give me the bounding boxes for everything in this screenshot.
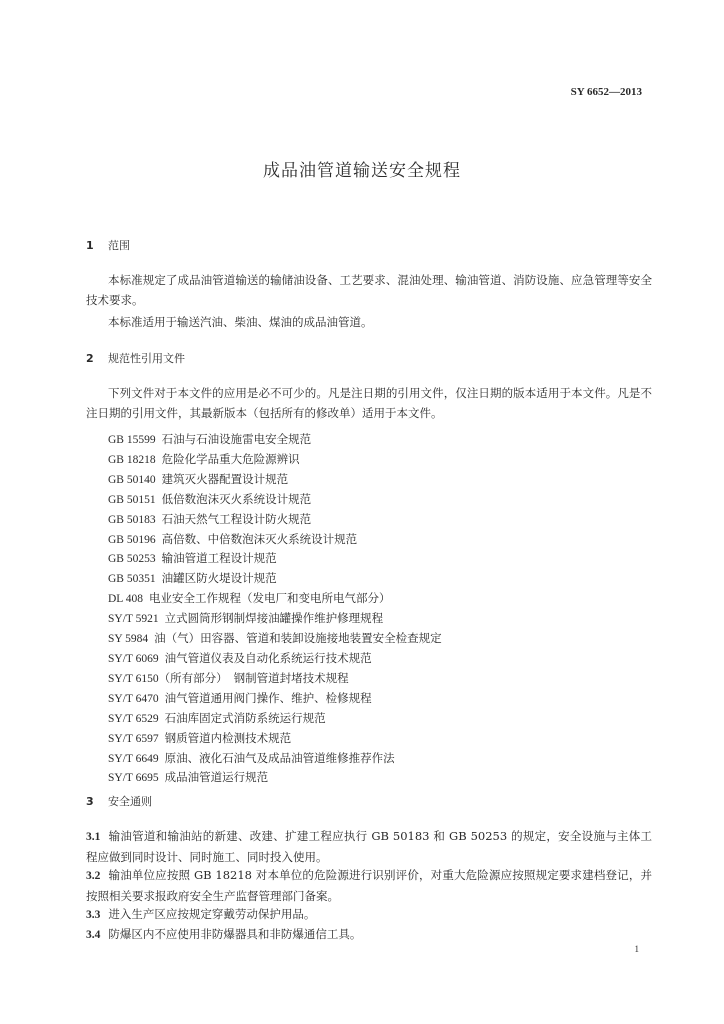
- ref-code: SY/T 5921: [108, 613, 159, 626]
- section-number: 2: [86, 352, 94, 365]
- section-1-heading: [86, 237, 130, 253]
- paragraph: 本标准适用于输送汽油、柴油、煤油的成品油管道。: [108, 315, 373, 329]
- ref-code: GB 50151: [108, 493, 156, 506]
- list-item: [108, 450, 442, 470]
- ref-code: SY/T 6069: [108, 652, 159, 665]
- list-item: [108, 430, 442, 450]
- clause: [86, 924, 652, 945]
- ref-code: GB 15599: [108, 434, 156, 446]
- ref-code: DL 408: [108, 593, 144, 606]
- ref-title: 成品油管道运行规范: [164, 770, 269, 785]
- clause-number: 3.4: [86, 929, 101, 941]
- list-item: [108, 729, 442, 749]
- ref-title: 石油库固定式消防系统运行规范: [164, 710, 326, 725]
- clause-text: 输油单位应按照 GB 18218 对本单位的危险源进行识别评价，对重大危险源应按照规定要求建档登记，并按照相关要求报政府安全生产监督管理部门备案。: [86, 868, 652, 903]
- list-item: [108, 530, 442, 550]
- ref-code: SY/T 6470: [108, 692, 159, 705]
- ref-code: GB 50196: [108, 533, 156, 546]
- ref-code: SY/T 6649: [108, 752, 159, 765]
- section-title: 规范性引用文件: [108, 352, 185, 365]
- clause-text: 输油管道和输油站的新建、改建、扩建工程应执行 GB 50183 和 GB 50253 的规定，安全设施与主体工程应做到同时设计、同时施工、同时投入使用。: [86, 829, 652, 864]
- ref-code: SY/T 6597: [108, 732, 159, 745]
- ref-code: SY/T 6150（所有部分）: [108, 672, 228, 685]
- paragraph: 下列文件对于本文件的应用是必不可少的。凡是注日期的引用文件，仅注日期的版本适用于本文件。凡是不注日期的引用文件，其最新版本（包括所有的修改单）适用于本文件。: [86, 386, 652, 420]
- ref-code: SY/T 6529: [108, 712, 159, 725]
- clause-number: 3.1: [86, 831, 101, 843]
- ref-title: 油罐区防火堤设计规范: [161, 571, 277, 586]
- ref-title: 输油管道工程设计规范: [161, 551, 277, 566]
- ref-title: 油气管道仪表及自动化系统运行技术规范: [164, 650, 372, 665]
- ref-title: 钢制管道封堵技术规程: [233, 670, 349, 685]
- section-number: 1: [86, 239, 94, 252]
- clause: [86, 826, 652, 867]
- ref-code: GB 50351: [108, 573, 156, 586]
- ref-title: 电业安全工作规程（发电厂和变电所电气部分）: [149, 591, 391, 606]
- list-item: [108, 669, 442, 689]
- clause-text: 进入生产区应按规定穿戴劳动保护用品。: [108, 907, 316, 921]
- reference-list: [108, 430, 442, 788]
- ref-title: 高倍数、中倍数泡沫灭火系统设计规范: [161, 531, 358, 546]
- ref-code: SY/T 6695: [108, 772, 159, 785]
- list-item: [108, 589, 442, 609]
- clause-number: 3.2: [86, 870, 101, 882]
- ref-code: GB 50183: [108, 513, 156, 526]
- ref-code: GB 18218: [108, 453, 156, 466]
- ref-title: 原油、液化石油气及成品油管道维修推荐作法: [164, 750, 395, 765]
- ref-title: 石油与石油设施雷电安全规范: [161, 432, 312, 446]
- ref-title: 油气管道通用阀门操作、维护、检修规程: [164, 690, 372, 705]
- ref-title: 钢质管道内检测技术规范: [164, 730, 292, 745]
- list-item: [108, 609, 442, 629]
- list-item: [108, 649, 442, 669]
- list-item: [108, 490, 442, 510]
- list-item: [108, 569, 442, 589]
- list-item: [108, 549, 442, 569]
- page-number: 1: [634, 944, 639, 954]
- clause: [86, 904, 652, 925]
- ref-code: GB 50253: [108, 553, 156, 566]
- list-item: [108, 768, 442, 788]
- list-item: [108, 689, 442, 709]
- document-code: SY 6652—2013: [570, 86, 642, 98]
- clause-number: 3.3: [86, 909, 101, 921]
- ref-title: 石油天然气工程设计防火规范: [161, 511, 312, 526]
- ref-title: 油（气）田容器、管道和装卸设施接地装置安全检查规定: [154, 631, 442, 646]
- list-item: [108, 709, 442, 729]
- section-3-heading: [86, 793, 152, 809]
- document-title: 成品油管道输送安全规程: [263, 161, 461, 181]
- section-title: 安全通则: [108, 795, 152, 808]
- ref-title: 危险化学品重大危险源辨识: [161, 451, 300, 466]
- list-item: [108, 510, 442, 530]
- clause-text: 防爆区内不应使用非防爆器具和非防爆通信工具。: [108, 927, 362, 941]
- list-item: [108, 749, 442, 769]
- section-number: 3: [86, 795, 94, 808]
- ref-title: 立式圆筒形钢制焊接油罐操作维护修理规程: [164, 611, 384, 626]
- list-item: [108, 470, 442, 490]
- ref-code: SY 5984: [108, 633, 149, 646]
- ref-title: 低倍数泡沫灭火系统设计规范: [161, 491, 312, 506]
- ref-title: 建筑灭火器配置设计规范: [161, 471, 289, 486]
- section-title: 范围: [108, 239, 130, 252]
- list-item: [108, 629, 442, 649]
- clause: [86, 865, 652, 906]
- section-2-heading: [86, 350, 185, 366]
- ref-code: GB 50140: [108, 473, 156, 486]
- paragraph: 本标准规定了成品油管道输送的输储油设备、工艺要求、混油处理、输油管道、消防设施、应急管理等安全技术要求。: [86, 273, 652, 307]
